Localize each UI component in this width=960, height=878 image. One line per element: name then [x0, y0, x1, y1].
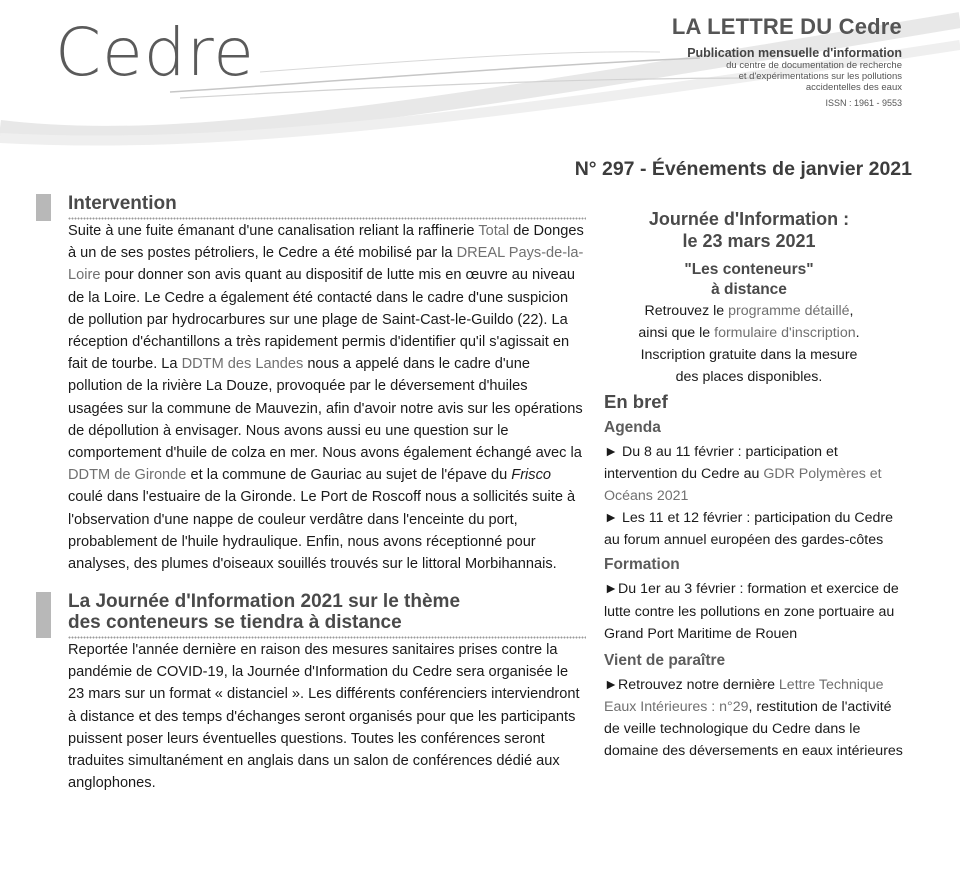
formation-item: ►Du 1er au 3 février : formation et exercice de lutte contre les pollutions en zone portuaire au Grand Port Maritime de Rouen	[604, 581, 899, 642]
section-journee	[36, 591, 586, 794]
newsletter-desc-line3: accidentelles des eaux	[805, 82, 902, 93]
event-theme-line1: "Les conteneurs"	[684, 261, 814, 278]
heading-bar	[36, 194, 51, 221]
link-dreal[interactable]: DREAL Pays-de-la-Loire	[68, 245, 584, 284]
main-column	[36, 193, 586, 794]
intervention-text: Suite à une fuite émanant d'une canalisation reliant la raffinerie Total de Donges à un de ses postes pétroliers, le Cedre a été mobilisé par la DREAL Pays-de-la-Loire pour donner son avis quant au dispositif de lutte mis en œuvre au niveau de la Loire. Le Cedre a également été contacté dans le cadre d'une suspicion de pollution par hydrocarbures sur une plage de Saint-Cast-le-Guildo (22). La réception d'échantillons a très rapidement permis d'identifier qu'il s'agissait en fait de tourbe. La DDTM des Landes nous a appelé dans le cadre d'une pollution de la rivière La Douze, provoquée par le déversement d'huiles usagées sur la commune de Mauvezin, afin d'avoir notre avis sur les opérations de dépollution à envisager. Nous avons aussi eu une question sur le comportement d'huile de colza en mer. Nous avons également échangé avec la DDTM de Gironde et la commune de Gauriac au sujet de l'épave du Frisco coulé dans l'estuaire de la Gironde. Le Port de Roscoff nous a sollicités suite à l'observation d'une nappe de couleur verdâtre dans l'enceinte du port, probablement de l'huile hydraulique. Enfin, nous avons réceptionné pour analyses, des plumes d'oiseaux souillés trouvés sur le littoral Morbihannais.	[68, 223, 584, 573]
event-text-line3: Inscription gratuite dans la mesure	[640, 347, 858, 363]
ship-name: Frisco	[511, 467, 552, 484]
link-inscription[interactable]: formulaire d'inscription	[714, 325, 856, 341]
vient-item: ►Retrouvez notre dernière Lettre Technique Eaux Intérieures : n°29, restitution de l'activité de veille technologique du Cedre dans le domaine des déversements en eaux intérieures	[604, 676, 903, 760]
link-ddtm-gironde[interactable]: DDTM de Gironde	[68, 467, 187, 484]
link-total[interactable]: Total	[478, 223, 510, 239]
en-bref-heading: En bref	[604, 391, 668, 412]
agenda-item-gdr: ► Du 8 au 11 février : participation et intervention du Cedre au GDR Polymères et Océans 2021	[604, 444, 882, 505]
journee-text: Reportée l'année dernière en raison des mesures sanitaires prises contre la pandémie de COVID-19, la Journée d'Information du Cedre sera organisée le 23 mars sur un format « distanciel ». Les différents conférenciers interviendront à distance et des temps d'échanges seront organisés pour que les participants puissent poser leurs éventuelles questions. Toutes les conférences seront traduites simultanément en anglais dans un salon de conférences dédié aux anglophones.	[68, 642, 580, 791]
newsletter-desc-line2: et d'expérimentations sur les pollutions	[738, 71, 902, 82]
event-text-line2: ainsi que le formulaire d'inscription.	[638, 325, 860, 341]
sidebar	[604, 208, 904, 762]
issn: ISSN : 1961 - 9553	[825, 98, 902, 108]
section-heading-intervention	[36, 193, 586, 214]
heading-text-line2: des conteneurs se tiendra à distance	[68, 612, 402, 634]
link-ddtm-landes[interactable]: DDTM des Landes	[181, 356, 304, 373]
formation-heading: Formation	[604, 556, 680, 574]
link-programme[interactable]: programme détaillé	[728, 303, 850, 319]
newsletter-subtitle: Publication mensuelle d'information	[687, 46, 902, 60]
masthead	[672, 14, 902, 108]
header	[0, 0, 960, 150]
newsletter-desc-line1: du centre de documentation de recherche	[726, 60, 902, 71]
agenda-heading: Agenda	[604, 419, 661, 436]
cedre-logo: Cedre	[55, 14, 255, 91]
vient-de-paraitre-heading: Vient de paraître	[604, 651, 726, 669]
heading-text: Intervention	[68, 193, 177, 214]
heading-text-line1: La Journée d'Information 2021 sur le thème	[68, 591, 461, 613]
event-text-line4: des places disponibles.	[675, 369, 823, 385]
event-title-line1: Journée d'Information :	[648, 209, 850, 229]
link-gdr[interactable]: GDR Polymères et Océans 2021	[604, 466, 882, 505]
event-title-line2: le 23 mars 2021	[682, 231, 816, 251]
event-box	[604, 208, 894, 388]
newsletter-title: LA LETTRE DU Cedre	[671, 14, 902, 39]
heading-bar	[36, 592, 51, 638]
event-theme-line2: à distance	[711, 281, 787, 298]
agenda-item-forum: ► Les 11 et 12 février : participation du Cedre au forum annuel européen des gardes-côtes	[604, 510, 894, 549]
section-heading-journee	[36, 591, 586, 633]
link-lettre-technique[interactable]: Lettre Technique Eaux Intérieures : n°29	[604, 676, 884, 715]
issue-title: N° 297 - Événements de janvier 2021	[574, 158, 912, 180]
event-text-line1: Retrouvez le programme détaillé,	[644, 303, 854, 319]
